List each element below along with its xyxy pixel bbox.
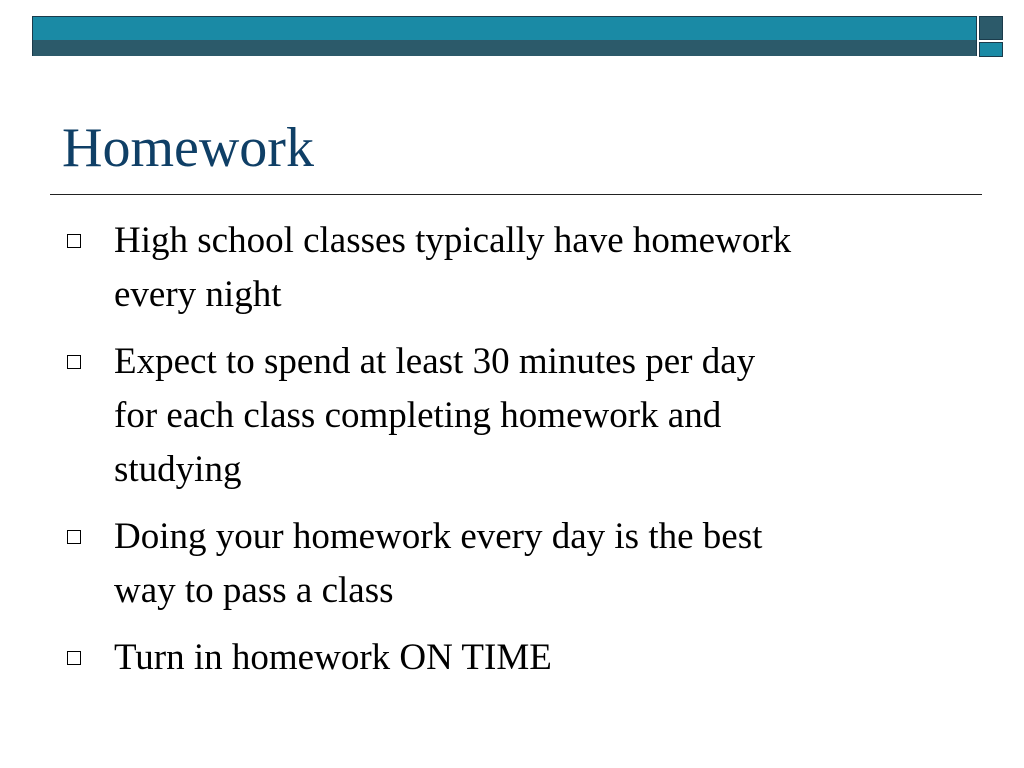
bullet-text-line: Doing your homework every day is the best bbox=[114, 516, 763, 557]
hollow-square-icon bbox=[67, 355, 81, 369]
hollow-square-icon bbox=[67, 234, 81, 248]
bullet-text-line: High school classes typically have homework bbox=[114, 220, 792, 261]
bullet-text-line: way to pass a class bbox=[114, 570, 394, 611]
bullet-text-line: studying bbox=[114, 449, 242, 490]
hollow-square-icon bbox=[67, 651, 81, 665]
bullet-text-line: every night bbox=[114, 274, 282, 315]
title-divider bbox=[50, 194, 982, 195]
bullet-text-line: Expect to spend at least 30 minutes per day bbox=[114, 341, 756, 382]
bullet-item bbox=[62, 510, 962, 618]
bullet-item bbox=[62, 214, 962, 322]
header-bar-stripe bbox=[33, 40, 976, 56]
header-bar bbox=[32, 16, 977, 56]
header-corner-block-top bbox=[979, 16, 1003, 40]
bullet-item bbox=[62, 631, 962, 685]
header-corner-block-bottom bbox=[979, 42, 1003, 57]
hollow-square-icon bbox=[67, 530, 81, 544]
slide-title: Homework bbox=[62, 117, 314, 179]
bullet-list bbox=[62, 214, 962, 698]
bullet-text-line: Turn in homework ON TIME bbox=[114, 637, 552, 678]
bullet-text-line: for each class completing homework and bbox=[114, 395, 722, 436]
bullet-item bbox=[62, 335, 962, 497]
